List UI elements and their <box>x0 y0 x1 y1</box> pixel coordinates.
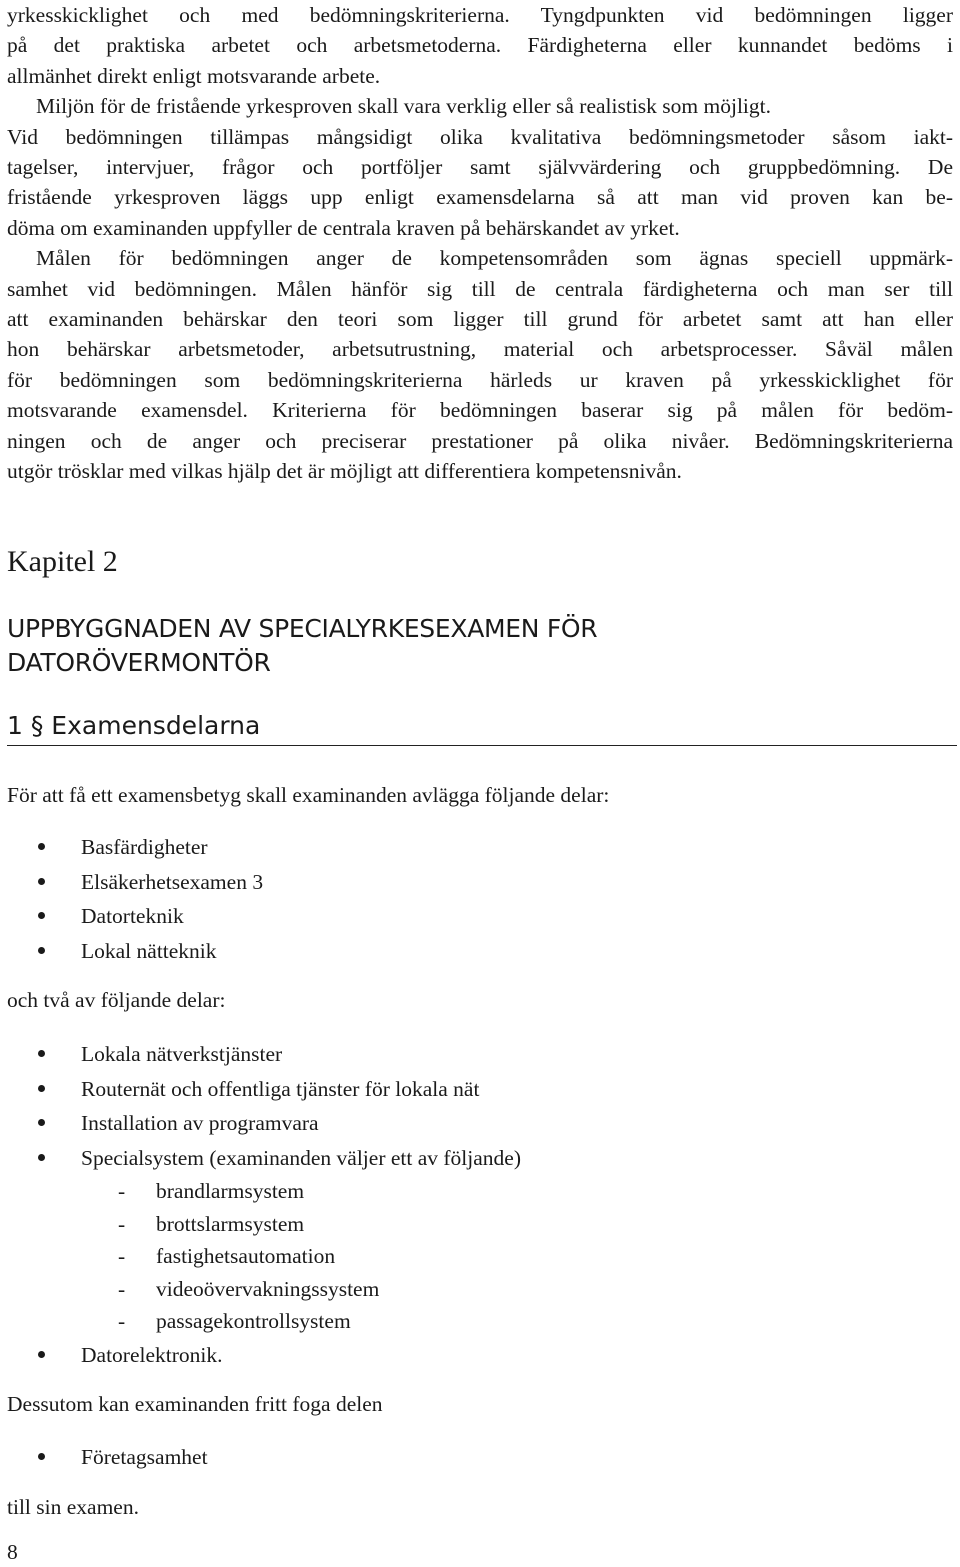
intro-line: ningen och de anger och preciserar prestationer på olika nivåer. Bedömningskriterierna <box>7 428 953 453</box>
list-item-label: Installation av programvara <box>81 1111 319 1136</box>
section-lead: För att få ett examensbetyg skall examinanden avlägga följande delar: <box>7 783 610 807</box>
intro-paragraph-1 <box>7 0 953 91</box>
dash-icon: - <box>118 1276 126 1301</box>
bullet-icon <box>38 1453 45 1460</box>
dash-icon: - <box>118 1211 126 1236</box>
list-item-label: Basfärdigheter <box>81 835 208 859</box>
bullet-icon <box>38 878 45 885</box>
intro-line: Målen för bedömningen anger de kompetensområden som ägnas speciell uppmärk- <box>36 246 953 271</box>
chapter-title-line-1: UPPBYGGNADEN AV SPECIALYRKESEXAMEN FÖR <box>7 614 598 643</box>
chapter-label: Kapitel 2 <box>7 545 118 578</box>
list-item-label: brandlarmsystem <box>156 1179 305 1203</box>
list-item-label: videoövervakningssystem <box>156 1276 380 1301</box>
list-item-label: fastighetsautomation <box>156 1244 336 1268</box>
closing-line: till sin examen. <box>7 1495 139 1519</box>
intro-line: döma om examinanden uppfyller de centrala kraven på behärskandet av yrket. <box>7 215 680 240</box>
intro-line: motsvarande examensdel. Kriterierna för bedömningen baserar sig på målen för bedöm- <box>7 398 953 423</box>
intro-text <box>7 0 953 487</box>
bullet-icon <box>38 947 45 954</box>
intro-line: samhet vid bedömningen. Målen hänför sig till de centrala färdigheterna och man ser till <box>7 276 953 301</box>
choice-lead: och två av följande delar: <box>7 988 226 1012</box>
list-item-label: Datorteknik <box>81 904 184 929</box>
page-number: 8 <box>7 1540 18 1564</box>
list-item-label: brottslarmsystem <box>156 1211 305 1236</box>
bullet-icon <box>38 1119 45 1126</box>
bullet-icon <box>38 912 45 919</box>
list-item-label: Datorelektronik. <box>81 1343 223 1367</box>
list-item-label: Lokala nätverkstjänster <box>81 1042 283 1066</box>
list-item-label: Routernät och offentliga tjänster för lokala nät <box>81 1076 480 1101</box>
dash-icon: - <box>118 1309 126 1333</box>
bullet-icon <box>38 843 45 850</box>
intro-paragraph-3 <box>7 243 953 486</box>
list-item-label: Specialsystem (examinanden väljer ett av följande) <box>81 1145 521 1170</box>
intro-line: yrkesskicklighet och med bedömningskriterierna. Tyngdpunkten vid bedömningen ligger <box>7 3 953 27</box>
section-heading: 1 § Examensdelarna <box>7 708 957 746</box>
intro-line: utgör trösklar med vilkas hjälp det är möjligt att differentiera kompetensnivån. <box>7 459 682 484</box>
list-item-label: passagekontrollsystem <box>156 1309 351 1333</box>
intro-line: allmänhet direkt enligt motsvarande arbete. <box>7 63 381 88</box>
bullet-icon <box>38 1050 45 1057</box>
list-item-label: Företagsamhet <box>81 1445 208 1469</box>
dash-icon: - <box>118 1244 126 1268</box>
intro-line: att examinanden behärskar den teori som ligger till grund för arbetet samt att han eller <box>7 307 953 332</box>
list-item-label: Lokal nätteknik <box>81 938 217 963</box>
bullet-icon <box>38 1351 45 1358</box>
list-item-label: Elsäkerhetsexamen 3 <box>81 869 264 894</box>
intro-line: Miljön för de fristående yrkesproven skall vara verklig eller så realistisk som möjligt. <box>36 94 771 119</box>
chapter-title <box>7 612 907 680</box>
intro-line: Vid bedömningen tillämpas mångsidigt olika kvalitativa bedömningsmetoder såsom iakt- <box>7 124 953 149</box>
intro-line: hon behärskar arbetsmetoder, arbetsutrustning, material och arbetsprocesser. Såväl målen <box>7 337 953 362</box>
intro-paragraph-2 <box>7 91 953 243</box>
intro-line: tagelser, intervjuer, frågor och portföljer samt självvärdering och gruppbedömning. De <box>7 155 953 180</box>
bullet-icon <box>38 1085 45 1092</box>
bullet-icon <box>38 1154 45 1161</box>
intro-line: för bedömningen som bedömningskriterierna härleds ur kraven på yrkesskicklighet för <box>7 367 953 392</box>
intro-line: fristående yrkesproven läggs upp enligt examensdelarna så att man vid proven kan be- <box>7 185 953 210</box>
dash-icon: - <box>118 1179 126 1203</box>
chapter-title-line-2: DATORÖVERMONTÖR <box>7 648 271 677</box>
extra-lead: Dessutom kan examinanden fritt foga delen <box>7 1392 383 1416</box>
intro-line: på det praktiska arbetet och arbetsmetoderna. Färdigheterna eller kunnandet bedöms i <box>7 33 953 58</box>
